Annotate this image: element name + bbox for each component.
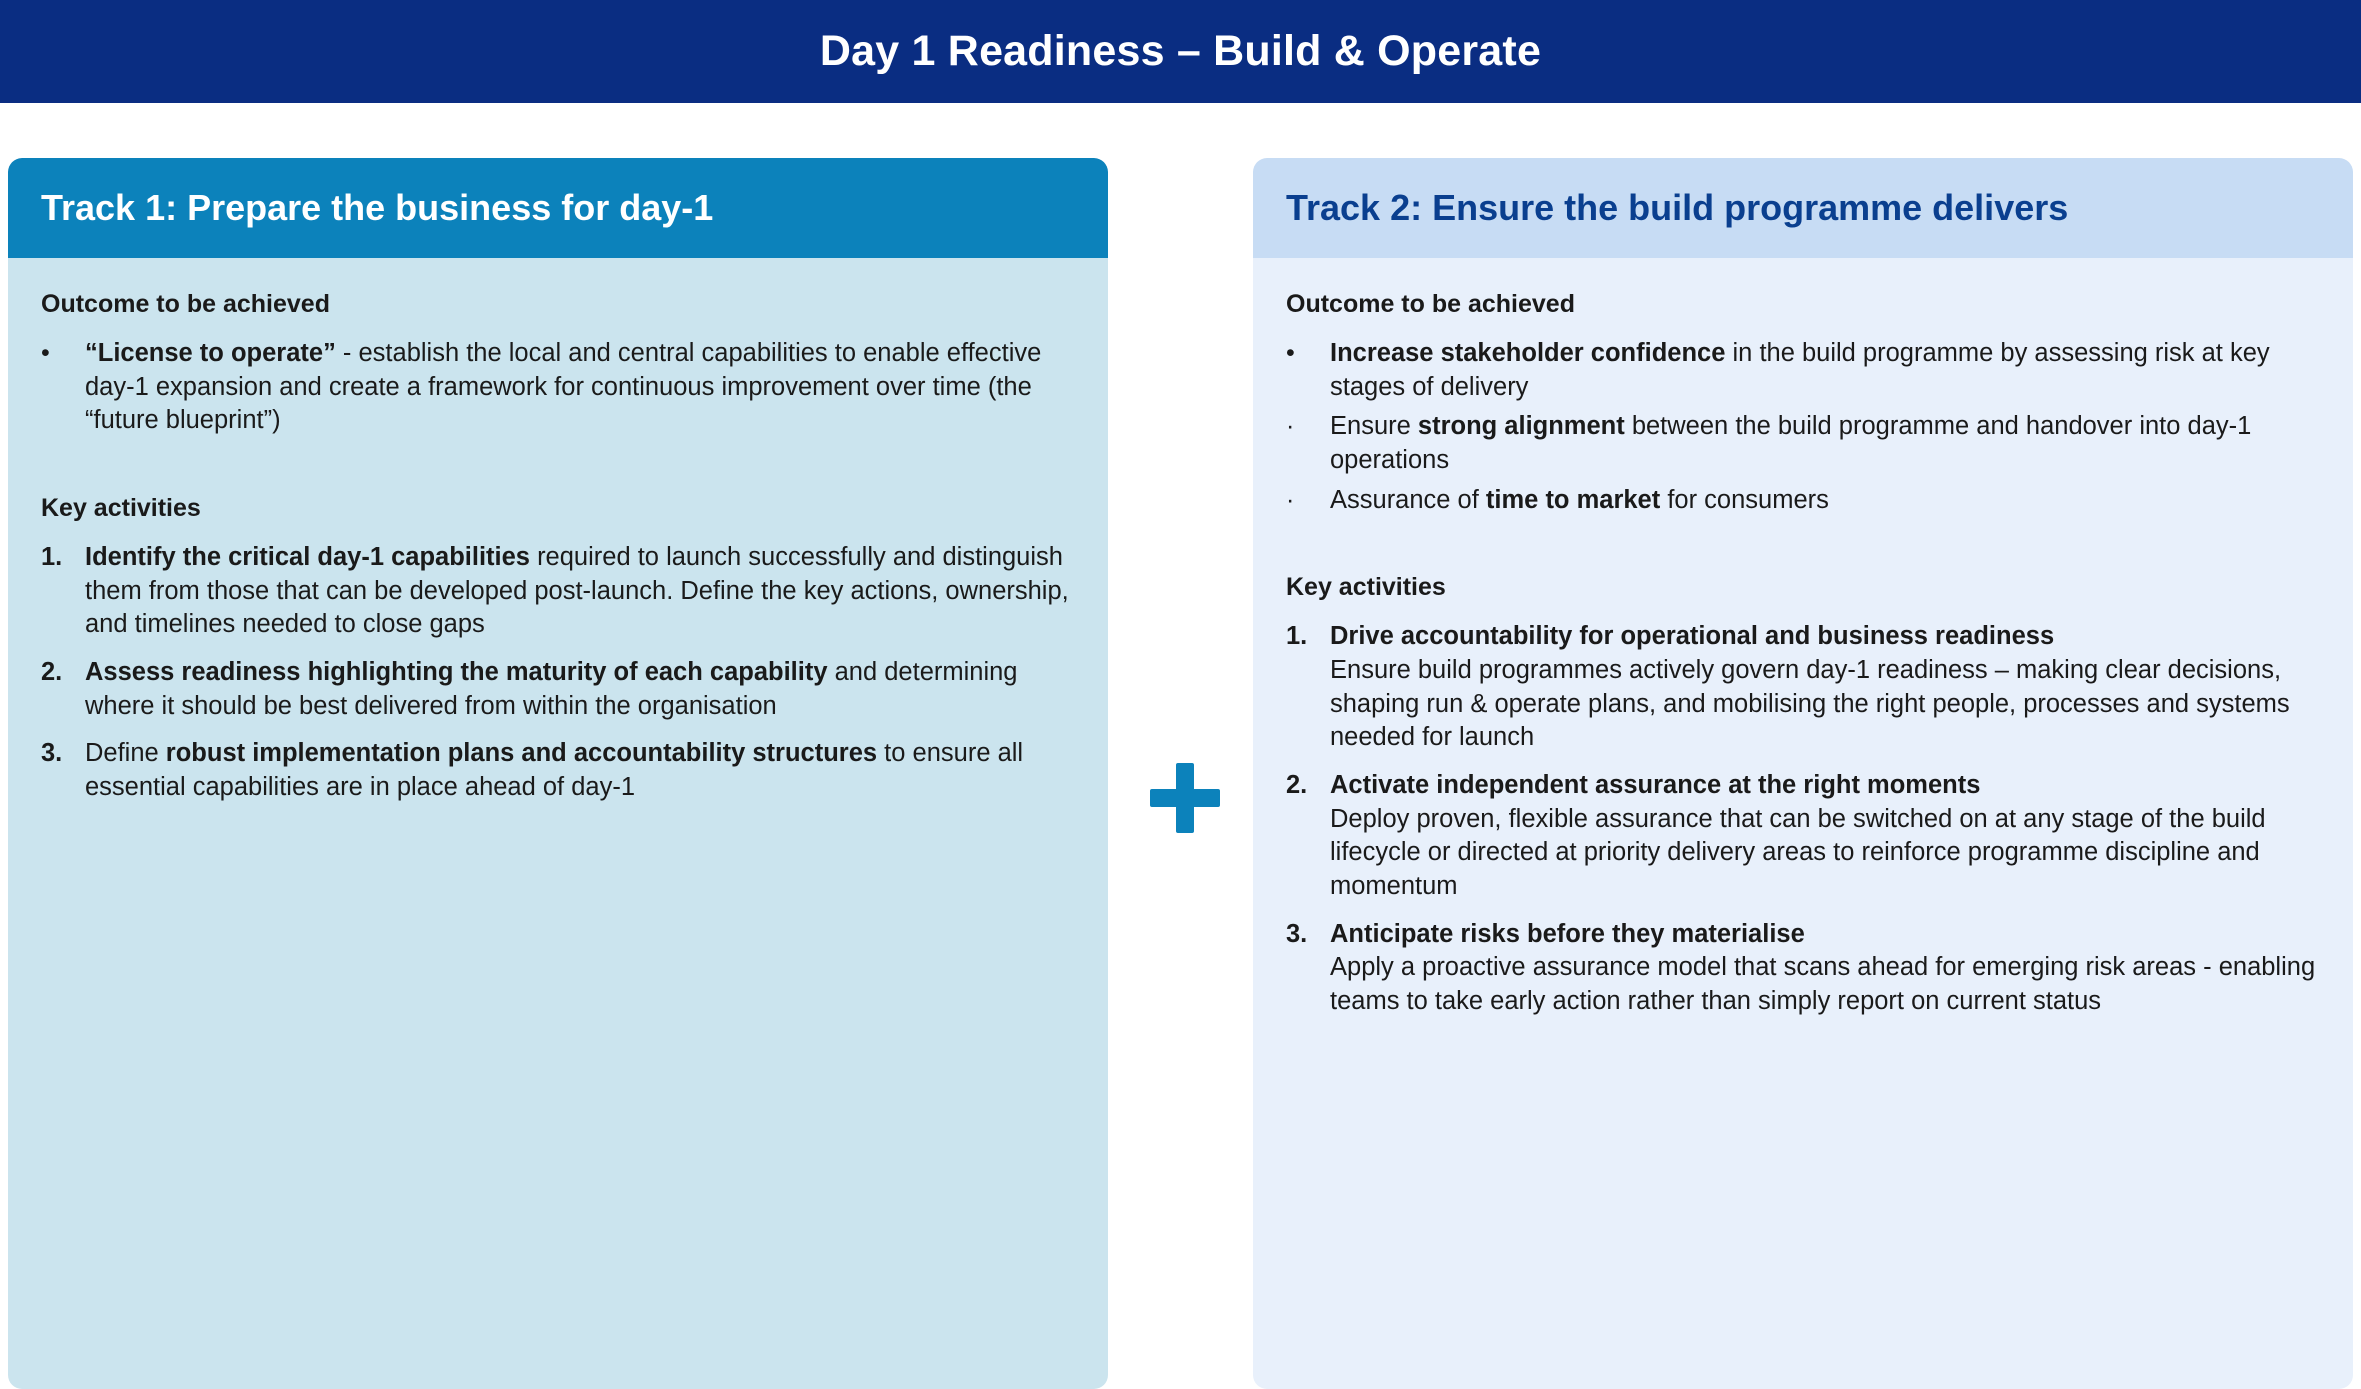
step-number: 3. xyxy=(1286,919,1308,948)
step-number: 2. xyxy=(41,657,63,686)
track-1-activities-label: Key activities xyxy=(41,493,201,522)
step-text xyxy=(1330,620,2320,755)
outcome-text xyxy=(1330,337,2320,404)
list-item xyxy=(1286,484,2320,518)
track-2-outcome-list xyxy=(1286,337,2320,517)
outcome-rest: - establish the local and central capabilities to enable effective day-1 expansion and create a framework for continuous improvement over time (the “future blueprint”) xyxy=(85,339,1042,435)
track-2-activities-label: Key activities xyxy=(1286,573,1446,602)
outcome-rest: for consumers xyxy=(1660,485,1829,514)
bullet-marker: · xyxy=(1286,412,1295,441)
track-2-panel xyxy=(1253,158,2353,1389)
step-title: Activate independent assurance at the right moments xyxy=(1330,770,1981,799)
step-text xyxy=(1330,918,2320,1019)
title-bar xyxy=(0,0,2361,103)
bullet-marker: · xyxy=(1286,485,1295,514)
outcome-text xyxy=(1330,410,2320,477)
step-text xyxy=(1330,769,2320,904)
list-item xyxy=(1286,769,2320,904)
track-1-outcome-label: Outcome to be achieved xyxy=(41,290,330,318)
step-rest: required to launch successfully and distinguish them from those that can be developed post-launch. Define the key actions, ownership, and timelines needed to close gaps xyxy=(85,542,1069,639)
outcome-lead: “License to operate” xyxy=(85,339,336,367)
bullet-marker: • xyxy=(41,339,50,367)
track-1-activity-list xyxy=(41,541,1075,805)
step-number: 1. xyxy=(41,542,63,571)
step-description: Ensure build programmes actively govern day-1 readiness – making clear decisions, shaping run & operate plans, and mobilising the right people, processes and systems needed for launch xyxy=(1330,655,2290,752)
track-1-body xyxy=(8,258,1108,1389)
track-1-title: Track 1: Prepare the business for day-1 xyxy=(41,187,714,228)
step-text xyxy=(85,656,1075,723)
track-1-panel xyxy=(8,158,1108,1389)
plus-icon xyxy=(1150,763,1220,833)
step-text xyxy=(85,541,1075,642)
list-item xyxy=(1286,410,2320,477)
list-item xyxy=(41,737,1075,804)
list-item xyxy=(41,337,1075,438)
outcome-lead: time to market xyxy=(1485,485,1661,514)
step-title: Anticipate risks before they materialise xyxy=(1330,919,1805,948)
outcome-text xyxy=(85,337,1075,438)
step-text xyxy=(85,737,1075,804)
track-2-outcome-label: Outcome to be achieved xyxy=(1286,290,1575,318)
step-number: 3. xyxy=(41,739,63,768)
track-2-body xyxy=(1253,258,2353,1389)
step-title: Drive accountability for operational and business readiness xyxy=(1330,622,2055,651)
step-number: 1. xyxy=(1286,622,1308,651)
outcome-pre: Assurance of xyxy=(1330,485,1486,514)
step-title: Assess readiness highlighting the maturity of each capability xyxy=(85,657,828,686)
track-1-outcome-list xyxy=(41,337,1075,438)
step-rest: and determining where it should be best delivered from within the organisation xyxy=(85,657,1018,720)
outcome-lead: Increase stakeholder confidence xyxy=(1330,339,1726,367)
step-rest: to ensure all essential capabilities are in place ahead of day-1 xyxy=(85,739,1024,801)
list-item xyxy=(41,656,1075,723)
outcome-pre: Ensure xyxy=(1330,412,1418,441)
step-number: 2. xyxy=(1286,770,1308,799)
step-description: Apply a proactive assurance model that scans ahead for emerging risk areas - enabling teams to take early action rather than simply report on current status xyxy=(1330,953,2316,1015)
track-2-header xyxy=(1253,158,2353,258)
outcome-rest: between the build programme and handover into day-1 operations xyxy=(1330,412,2252,474)
list-item xyxy=(1286,337,2320,404)
list-item xyxy=(1286,620,2320,755)
track-2-title: Track 2: Ensure the build programme delivers xyxy=(1286,187,2069,228)
list-item xyxy=(41,541,1075,642)
diagram-board xyxy=(0,103,2361,1389)
step-title: Identify the critical day-1 capabilities xyxy=(85,542,530,571)
outcome-text xyxy=(1330,484,2320,518)
outcome-rest: in the build programme by assessing risk at key stages of delivery xyxy=(1330,339,2270,401)
bullet-marker: • xyxy=(1286,339,1295,367)
step-description: Deploy proven, flexible assurance that can be switched on at any stage of the build lifecycle or directed at priority delivery areas to reinforce programme discipline and momentum xyxy=(1330,804,2266,900)
outcome-lead: strong alignment xyxy=(1417,412,1625,441)
step-pre: Define xyxy=(85,739,166,768)
page-title: Day 1 Readiness – Build & Operate xyxy=(819,27,1542,75)
step-title: robust implementation plans and accountability structures xyxy=(165,739,878,768)
list-item xyxy=(1286,918,2320,1019)
track-1-header xyxy=(8,158,1108,258)
track-2-activity-list xyxy=(1286,620,2320,1018)
